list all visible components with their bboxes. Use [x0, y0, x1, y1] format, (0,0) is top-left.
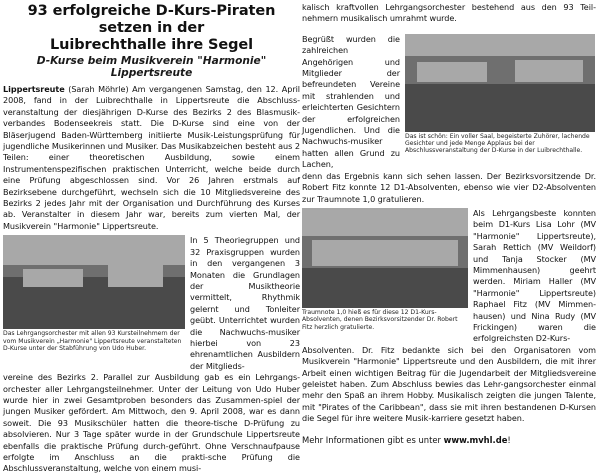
paragraph-1-text: Am vergangenen Samstag, den 12. April 2008, fand in der Luibrechthalle in Lippertsreute die Abschluss-veranstaltung der diesjährigen D-Kurse des Bezirks 2 des Blasmusik-verbandes Bodenseekreis statt. Die D-Kurse sind eine von der Bläserjugend Baden-Württemberg initiierte Musik-Leistungsprüfung für jugendliche Musikerinnen und Musiker. Das Musikabzeichen besteht aus 2 Teilen: einer theoretischen Ausbildung, sowie einem Instrumentenspezifischen praktischen Unterricht, welche beide durch eine Prüfung abgeschlossen sind. Vor 26 Jahren erstmals auf Bezirksebene durchgeführt, wechseln sich die 10 Mitgliedsvereine des Bezirks 2 jedes Jahr mit der Organisation und Durchführung des Kurses ab. Veranstalter in diesem Jahr war, bereits zum vierten Mal, der Musikverein "Harmonie" Lippertsreute. [3, 84, 300, 231]
more-info-prefix: Mehr Informationen gibt es unter [302, 434, 444, 445]
photo-block-2 [302, 34, 596, 171]
article-left-column [3, 0, 300, 474]
more-info-suffix: ! [507, 434, 511, 445]
lede-author: (Sarah Möhrle) [64, 84, 133, 94]
lede-place: Lippertsreute [3, 84, 65, 94]
photo-block-3 [302, 208, 596, 345]
article-paragraph-top: kalisch kraftvollen Lehrgangsorchester bestehend aus den 93 Teil-nehmern musikalisch umrahmt wurde. [302, 2, 596, 24]
article-paragraph-2: vereine des Bezirks 2. Parallel zur Ausbildung gab es ein Lehrgangs-orchester aller Lehrgangsteilnehmer. Unter der Leitung von Udo Huber wurde hier in zwei Gesamtproben besonders das Zusammen-spiel der jungen Musiker gefördert. Am Mittwoch, den 9. April 2008, war es dann soweit. Die 93 Musikschüler hatten die theore-tische D-Prüfung zu absolvieren. Nur 3 Tage später wurde in der Grundschule Lippertsreute ebenfalls die praktische Prüfung durch-geführt. Ohne Verschnaufpause erfolgte im Anschluss an die prakti-sche Prüfung die Abschlussveranstaltung, welche von einem musi- [3, 372, 300, 474]
side-paragraph-left: In 5 Theoriegruppen und 32 Praxisgruppen wurden in den vergangenen 3 Monaten die Grundlagen der Musiktheorie vermittelt, Rhythmik gelernt und Tonleiter geübt. Unterrichtet wurden die Nachwuchs-musiker hierbei von 23 ehrenamtlichen Ausbildern der Mitglieds- [190, 235, 300, 371]
headline-line-2: Luibrechthalle ihre Segel [50, 37, 253, 53]
headline-line-1: 93 erfolgreiche D-Kurs-Piraten setzen in der [27, 3, 276, 36]
photo-block-1 [3, 235, 300, 372]
side-paragraph-right-1: Begrüßt wurden die zahlreichen Angehörigen und Mitglieder der befreundeten Vereine mit strahlenden und erleichterten Gesichtern der erfolgreichen Jugendlichen. Und die Nachwuchs-musiker hatten allen Grund zu Lachen, [302, 33, 400, 170]
audience-photo [405, 34, 595, 132]
article-paragraph-mid: denn das Ergebnis kann sich sehen lassen. Der Bezirksvorsitzende Dr. Robert Fitz konnte 12 D1-Absolventen, ebenso wie vier D2-Absolventen zur Traumnote 1,0 gratulieren. [302, 170, 596, 204]
photo-1-caption: Das Lehrgangsorchester mit allen 93 Kursteilnehmern der vom Musikverein „Harmonie" Lippertsreute veranstalteten D-Kurse unter der Stabführung von Udo Huber. [3, 330, 182, 352]
website-link[interactable]: www.mvhl.de [443, 434, 508, 445]
more-info-line [302, 435, 596, 446]
photo-2-caption: Das ist schön: Ein voller Saal, begeisterte Zuhörer, lachende Gesichter und jede Menge Applaus bei der Abschlussveranstaltung der D-Kurse in der Luibrechthalle. [405, 132, 590, 155]
article-headline [3, 3, 300, 54]
side-paragraph-right-2: Als Lehrgangsbeste konnten beim D1-Kurs Lisa Lohr (MV "Harmonie" Lippertsreute), Sarah Rettich (MV Weildorf) und Tanja Stocker (MV Mimmenhausen) geehrt werden. Miriam Haller (MV "Harmonie" Lippertsreute) Raphael Fitz (MV Mimmen-hausen) und Nina Rudy (MV Frickingen) waren die erfolgreichsten D2-Kurs- [473, 207, 596, 344]
article-right-column [302, 0, 596, 458]
article-paragraph-1 [3, 84, 300, 232]
orchestra-photo [3, 235, 185, 329]
photo-1-figure [3, 235, 185, 352]
photo-3-figure [302, 208, 468, 331]
photo-3-caption: Traumnote 1,0 hieß es für diese 12 D1-Kurs-Absolventen, denen Bezirksvorsitzender Dr. Robert Fitz herzlich gratulierte. [302, 308, 458, 331]
photo-2-figure [405, 34, 595, 155]
article-paragraph-bottom: Absolventen. Dr. Fitz bedankte sich bei den Organisatoren vom Musikverein "Harmonie" Lippertsreute und den Ausbildern, die mit ihrer Arbeit einen wichtigen Beitrag für die Jugendarbeit der Mitgliedsvereine geleistet haben. Zum Abschluss bewies das Lehr-gangsorchester einmal mehr den Spaß an ihrem Hobby. Musikalisch zeigten die jungen Talente, mit "Pirates of the Caribbean", dass sie mit ihren bestandenen D-Kursen die Segel für ihre weitere Musik-karriere gesetzt haben. [302, 344, 596, 424]
article-subheadline: D-Kurse beim Musikverein "Harmonie" Lippertsreute [36, 55, 267, 79]
graduates-photo [302, 208, 468, 308]
